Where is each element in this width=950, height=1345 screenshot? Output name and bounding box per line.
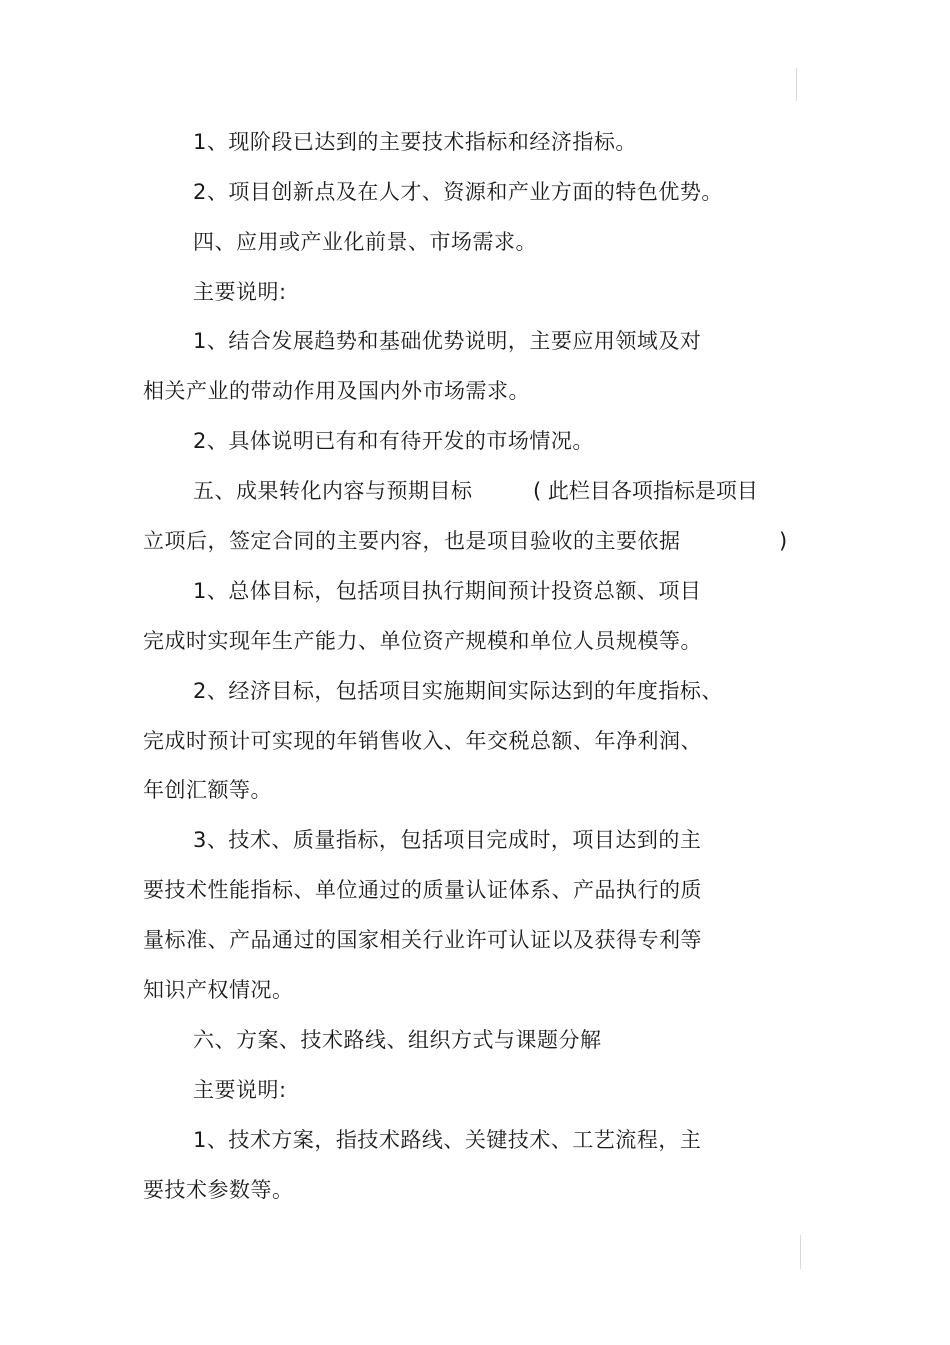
paragraph-line: 1、现阶段已达到的主要技术指标和经济指标。: [193, 130, 637, 154]
paragraph-line: 要技术性能指标、单位通过的质量认证体系、产品执行的质: [143, 878, 702, 902]
page-corner-mark-bottom: [800, 1235, 801, 1269]
paragraph-line: 相关产业的带动作用及国内外市场需求。: [143, 379, 530, 403]
paragraph-line: 3、技术、质量指标，包括项目完成时，项目达到的主: [193, 828, 702, 852]
paragraph-line: ( 此栏目各项指标是项目: [533, 479, 758, 503]
paragraph-line: 1、结合发展趋势和基础优势说明，主要应用领域及对: [193, 329, 702, 353]
paragraph-line: 立项后，签定合同的主要内容，也是项目验收的主要依据: [143, 529, 681, 553]
page-corner-mark-top: [796, 68, 797, 101]
paragraph-line: 1、技术方案，指技术路线、关键技术、工艺流程，主: [193, 1128, 702, 1152]
paragraph-line: 完成时实现年生产能力、单位资产规模和单位人员规模等。: [143, 629, 702, 653]
paragraph-line: ): [779, 529, 788, 553]
paragraph-line: 2、具体说明已有和有待开发的市场情况。: [193, 429, 594, 453]
paragraph-line: 年创汇额等。: [143, 778, 272, 802]
paragraph-line: 主要说明:: [193, 280, 287, 304]
paragraph-line: 2、项目创新点及在人才、资源和产业方面的特色优势。: [193, 180, 723, 204]
section-heading: 四、应用或产业化前景、市场需求。: [193, 230, 537, 254]
paragraph-line: 2、经济目标，包括项目实施期间实际达到的年度指标、: [193, 679, 723, 703]
paragraph-line: 要技术参数等。: [143, 1178, 294, 1202]
paragraph-line: 知识产权情况。: [143, 978, 294, 1002]
paragraph-line: 量标准、产品通过的国家相关行业许可认证以及获得专利等: [143, 928, 702, 952]
paragraph-line: 1、总体目标，包括项目执行期间预计投资总额、项目: [193, 579, 702, 603]
paragraph-line: 完成时预计可实现的年销售收入、年交税总额、年净利润、: [143, 729, 702, 753]
section-heading: 六、方案、技术路线、组织方式与课题分解: [193, 1028, 602, 1052]
paragraph-line: 主要说明:: [193, 1078, 287, 1102]
section-heading: 五、成果转化内容与预期目标: [193, 479, 473, 503]
